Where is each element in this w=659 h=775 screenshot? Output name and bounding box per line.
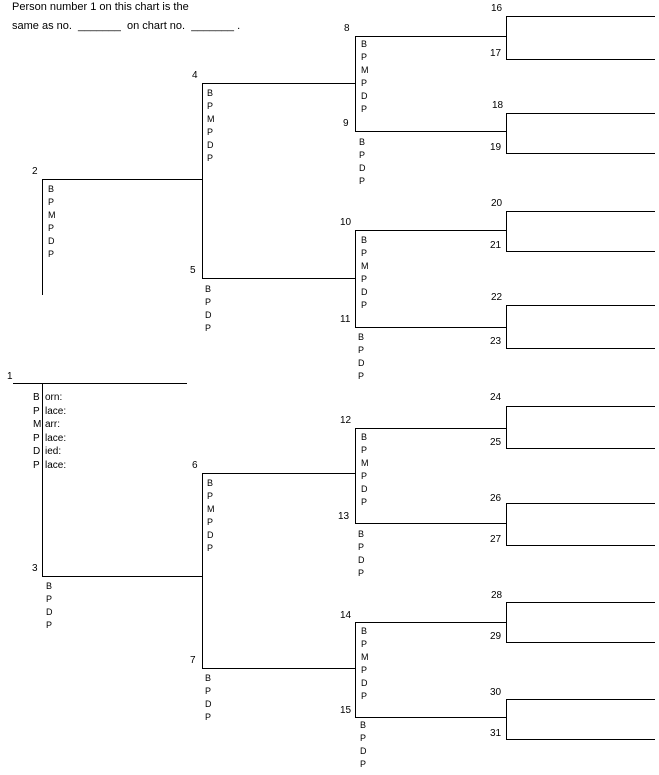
p7-born-label: B bbox=[205, 673, 212, 683]
person-15-name-line[interactable] bbox=[355, 717, 506, 718]
p15-died-label: D bbox=[360, 746, 367, 756]
person-number-29: 29 bbox=[490, 631, 502, 642]
p6-place-label: P bbox=[207, 517, 214, 527]
person-number-23: 23 bbox=[490, 336, 502, 347]
person-number-21: 21 bbox=[490, 240, 502, 251]
p12-place-label: P bbox=[361, 471, 368, 481]
person-number-25: 25 bbox=[490, 437, 502, 448]
person-5-name-line[interactable] bbox=[202, 278, 355, 279]
connector-20-21 bbox=[506, 211, 507, 251]
p10-born-label: B bbox=[361, 235, 368, 245]
person-number-30: 30 bbox=[490, 687, 502, 698]
p4-born-label: B bbox=[207, 88, 214, 98]
person-21-name-line[interactable] bbox=[506, 251, 655, 252]
p12-born-label: B bbox=[361, 432, 368, 442]
p6-place-label: P bbox=[207, 543, 214, 553]
connector-22-23 bbox=[506, 305, 507, 348]
person-31-name-line[interactable] bbox=[506, 739, 655, 740]
p14-place-label: P bbox=[361, 665, 368, 675]
person-7-name-line[interactable] bbox=[202, 668, 355, 669]
person-8-name-line[interactable] bbox=[355, 36, 506, 37]
p6-married-label: M bbox=[207, 504, 215, 514]
connector-26-27 bbox=[506, 503, 507, 545]
connector-28-29 bbox=[506, 602, 507, 642]
p9-place-label: P bbox=[359, 176, 366, 186]
person-number-27: 27 bbox=[490, 534, 502, 545]
connector-4-5 bbox=[202, 83, 203, 278]
p2-died-label: D bbox=[48, 236, 55, 246]
p13-place-label: P bbox=[358, 568, 365, 578]
p2-place-label: P bbox=[48, 249, 55, 259]
p2-place-label: P bbox=[48, 197, 55, 207]
p3-place-label: P bbox=[46, 620, 53, 630]
person-16-name-line[interactable] bbox=[506, 16, 655, 17]
p8-married-label: M bbox=[361, 65, 369, 75]
p6-born-label: B bbox=[207, 478, 214, 488]
p8-born-label: B bbox=[361, 39, 368, 49]
p8-place-label: P bbox=[361, 104, 368, 114]
person-27-name-line[interactable] bbox=[506, 545, 655, 546]
person-19-name-line[interactable] bbox=[506, 153, 655, 154]
connector-24-25 bbox=[506, 406, 507, 448]
p11-place-label: P bbox=[358, 371, 365, 381]
connector-1-3 bbox=[42, 384, 43, 576]
p12-place-label: P bbox=[361, 445, 368, 455]
p6-place-label: P bbox=[207, 491, 214, 501]
p5-place-label: P bbox=[205, 323, 212, 333]
same-as-number-field[interactable]: _______ bbox=[78, 20, 121, 32]
person-6-name-line[interactable] bbox=[202, 473, 355, 474]
person-number-6: 6 bbox=[192, 460, 198, 471]
person-number-15: 15 bbox=[340, 705, 352, 716]
p2-married-label: M bbox=[48, 210, 56, 220]
married-initial: M bbox=[33, 419, 42, 430]
chart-number-field[interactable]: _______ bbox=[191, 20, 235, 32]
connector-12-13 bbox=[355, 428, 356, 523]
p12-married-label: M bbox=[361, 458, 369, 468]
place-initial: P bbox=[33, 406, 40, 417]
connector-18-19 bbox=[506, 113, 507, 153]
p9-died-label: D bbox=[359, 163, 366, 173]
header-line-1: Person number 1 on this chart is the bbox=[12, 1, 189, 13]
connector-10-11 bbox=[355, 230, 356, 327]
person-4-name-line[interactable] bbox=[202, 83, 355, 84]
connector-14-15 bbox=[355, 622, 356, 717]
p10-place-label: P bbox=[361, 274, 368, 284]
person-9-name-line[interactable] bbox=[355, 131, 506, 132]
p10-died-label: D bbox=[361, 287, 368, 297]
place-initial: P bbox=[33, 433, 40, 444]
p13-born-label: B bbox=[358, 529, 365, 539]
person-20-name-line[interactable] bbox=[506, 211, 655, 212]
person-10-name-line[interactable] bbox=[355, 230, 506, 231]
p4-place-label: P bbox=[207, 127, 214, 137]
p10-place-label: P bbox=[361, 248, 368, 258]
p11-died-label: D bbox=[358, 358, 365, 368]
person-13-name-line[interactable] bbox=[355, 523, 506, 524]
p14-born-label: B bbox=[361, 626, 368, 636]
person-14-name-line[interactable] bbox=[355, 622, 506, 623]
person-number-5: 5 bbox=[190, 265, 196, 276]
p4-place-label: P bbox=[207, 101, 214, 111]
p7-place-label: P bbox=[205, 712, 212, 722]
person-12-name-line[interactable] bbox=[355, 428, 506, 429]
connector-16-17 bbox=[506, 16, 507, 59]
married-field[interactable]: arr: bbox=[45, 419, 60, 430]
p4-place-label: P bbox=[207, 153, 214, 163]
p13-died-label: D bbox=[358, 555, 365, 565]
p3-born-label: B bbox=[46, 581, 53, 591]
person-number-8: 8 bbox=[344, 23, 350, 34]
died-field[interactable]: ied: bbox=[45, 446, 62, 457]
person-18-name-line[interactable] bbox=[506, 113, 655, 114]
header-same-as-label: same as no. bbox=[12, 20, 72, 32]
marriage-place-field[interactable]: lace: bbox=[45, 433, 67, 444]
p11-born-label: B bbox=[358, 332, 365, 342]
person-number-20: 20 bbox=[491, 198, 503, 209]
person-number-17: 17 bbox=[490, 48, 502, 59]
p8-died-label: D bbox=[361, 91, 368, 101]
p4-married-label: M bbox=[207, 114, 215, 124]
born-field[interactable]: orn: bbox=[45, 392, 63, 403]
person-number-13: 13 bbox=[338, 511, 350, 522]
p4-died-label: D bbox=[207, 140, 214, 150]
connector-6-7 bbox=[202, 473, 203, 668]
person-17-name-line[interactable] bbox=[506, 59, 655, 60]
p2-born-label: B bbox=[48, 184, 55, 194]
header-line-2 bbox=[12, 20, 240, 33]
person-2-name-line[interactable] bbox=[42, 179, 202, 180]
p6-died-label: D bbox=[207, 530, 214, 540]
p3-place-label: P bbox=[46, 594, 53, 604]
person-30-name-line[interactable] bbox=[506, 699, 655, 700]
person-number-24: 24 bbox=[490, 392, 502, 403]
p15-place-label: P bbox=[360, 759, 367, 769]
person-3-name-line[interactable] bbox=[42, 576, 202, 577]
p12-place-label: P bbox=[361, 497, 368, 507]
person-number-9: 9 bbox=[343, 118, 349, 129]
p5-died-label: D bbox=[205, 310, 212, 320]
p14-married-label: M bbox=[361, 652, 369, 662]
died-initial: D bbox=[33, 446, 41, 457]
connector-8-9 bbox=[355, 36, 356, 131]
p12-died-label: D bbox=[361, 484, 368, 494]
person-2-left-rule bbox=[42, 179, 43, 295]
chart-no-label: on chart no. bbox=[127, 20, 186, 32]
person-1-name-line[interactable] bbox=[13, 383, 187, 384]
p14-died-label: D bbox=[361, 678, 368, 688]
p10-married-label: M bbox=[361, 261, 369, 271]
p5-place-label: P bbox=[205, 297, 212, 307]
p15-place-label: P bbox=[360, 733, 367, 743]
p10-place-label: P bbox=[361, 300, 368, 310]
p7-died-label: D bbox=[205, 699, 212, 709]
p14-place-label: P bbox=[361, 639, 368, 649]
birth-place-field[interactable]: lace: bbox=[45, 406, 67, 417]
person-number-18: 18 bbox=[492, 100, 504, 111]
person-number-11: 11 bbox=[340, 314, 351, 325]
person-number-2: 2 bbox=[32, 166, 38, 177]
p3-died-label: D bbox=[46, 607, 53, 617]
person-number-19: 19 bbox=[490, 142, 502, 153]
born-initial: B bbox=[33, 392, 40, 403]
person-23-name-line[interactable] bbox=[506, 348, 655, 349]
place-initial: P bbox=[33, 460, 40, 471]
person-number-16: 16 bbox=[491, 3, 503, 14]
person-28-name-line[interactable] bbox=[506, 602, 655, 603]
connector-30-31 bbox=[506, 699, 507, 739]
person-number-31: 31 bbox=[490, 728, 502, 739]
person-number-4: 4 bbox=[192, 70, 198, 81]
person-24-name-line[interactable] bbox=[506, 406, 655, 407]
p8-place-label: P bbox=[361, 78, 368, 88]
person-number-26: 26 bbox=[490, 493, 502, 504]
person-26-name-line[interactable] bbox=[506, 503, 655, 504]
person-11-name-line[interactable] bbox=[355, 327, 506, 328]
person-number-28: 28 bbox=[491, 590, 503, 601]
person-number-7: 7 bbox=[190, 655, 196, 666]
person-number-3: 3 bbox=[32, 563, 38, 574]
p8-place-label: P bbox=[361, 52, 368, 62]
p2-place-label: P bbox=[48, 223, 55, 233]
p9-place-label: P bbox=[359, 150, 366, 160]
person-number-10: 10 bbox=[340, 217, 352, 228]
person-29-name-line[interactable] bbox=[506, 642, 655, 643]
p15-born-label: B bbox=[360, 720, 367, 730]
person-number-14: 14 bbox=[340, 610, 352, 621]
p7-place-label: P bbox=[205, 686, 212, 696]
p11-place-label: P bbox=[358, 345, 365, 355]
p13-place-label: P bbox=[358, 542, 365, 552]
person-25-name-line[interactable] bbox=[506, 448, 655, 449]
period: . bbox=[237, 20, 241, 32]
person-22-name-line[interactable] bbox=[506, 305, 655, 306]
p9-born-label: B bbox=[359, 137, 366, 147]
death-place-field[interactable]: lace: bbox=[45, 460, 67, 471]
p14-place-label: P bbox=[361, 691, 368, 701]
p5-born-label: B bbox=[205, 284, 212, 294]
person-number-12: 12 bbox=[340, 415, 352, 426]
person-number-22: 22 bbox=[491, 292, 503, 303]
person-number-1: 1 bbox=[7, 371, 13, 382]
